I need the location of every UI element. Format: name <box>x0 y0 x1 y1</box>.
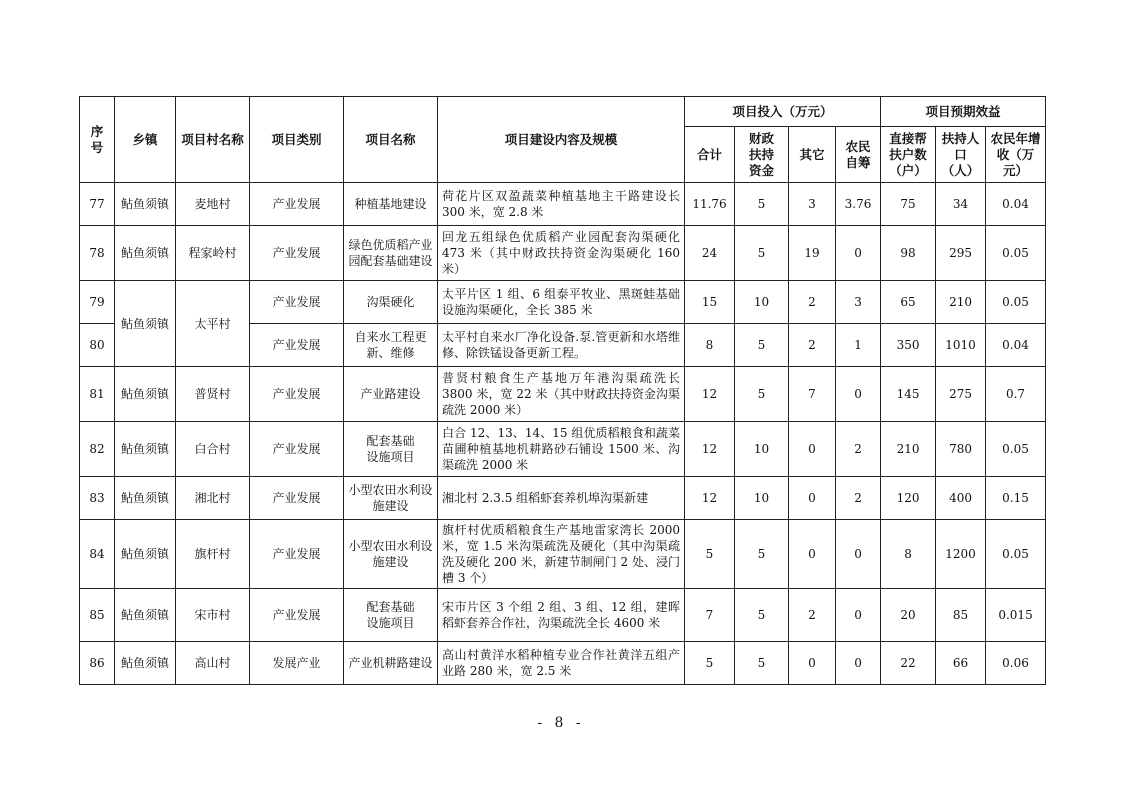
cell-fiscal: 5 <box>735 367 789 422</box>
cell-income: 0.05 <box>986 281 1046 324</box>
cell-content: 回龙五组绿色优质稻产业园配套沟渠硬化 473 米（其中财政扶持资金沟渠硬化 160 米） <box>438 226 685 281</box>
cell-people: 295 <box>936 226 986 281</box>
cell-other: 7 <box>789 367 836 422</box>
cell-village: 宋市村 <box>176 589 250 642</box>
cell-content: 荷花片区双盈蔬菜种植基地主干路建设长 300 米，宽 2.8 米 <box>438 183 685 226</box>
col-fiscal-header: 财政扶持资金 <box>735 127 789 183</box>
table-row <box>80 589 1046 642</box>
cell-people: 780 <box>936 422 986 477</box>
cell-category: 产业发展 <box>250 324 344 367</box>
cell-town: 鲇鱼须镇 <box>115 589 176 642</box>
cell-other: 3 <box>789 183 836 226</box>
cell-town: 鲇鱼须镇 <box>115 226 176 281</box>
table-row <box>80 226 1046 281</box>
cell-fiscal: 5 <box>735 589 789 642</box>
cell-name: 产业路建设 <box>344 367 438 422</box>
cell-households: 22 <box>881 642 936 685</box>
cell-other: 0 <box>789 520 836 589</box>
page-number: - 8 - <box>537 715 585 731</box>
project-table <box>79 96 1046 685</box>
cell-content: 宋市片区 3 个组 2 组、3 组、12 组，建晖稻虾套养合作社，沟渠疏洗全长 4600 米 <box>438 589 685 642</box>
cell-town: 鲇鱼须镇 <box>115 642 176 685</box>
cell-farmer: 3.76 <box>836 183 881 226</box>
cell-total: 24 <box>685 226 735 281</box>
cell-town: 鲇鱼须镇 <box>115 520 176 589</box>
cell-other: 0 <box>789 642 836 685</box>
cell-farmer: 0 <box>836 367 881 422</box>
cell-farmer: 0 <box>836 642 881 685</box>
cell-total: 5 <box>685 642 735 685</box>
cell-name: 小型农田水利设施建设 <box>344 520 438 589</box>
cell-total: 8 <box>685 324 735 367</box>
table-row <box>80 367 1046 422</box>
cell-income: 0.04 <box>986 183 1046 226</box>
cell-households: 145 <box>881 367 936 422</box>
cell-seq: 82 <box>80 422 115 477</box>
cell-content: 普贤村粮食生产基地万年港沟渠疏洗长 3800 米，宽 22 米（其中财政扶持资金沟渠疏洗 2000 米） <box>438 367 685 422</box>
table-row <box>80 422 1046 477</box>
cell-people: 1200 <box>936 520 986 589</box>
cell-income: 0.05 <box>986 226 1046 281</box>
col-total-header: 合计 <box>685 127 735 183</box>
cell-households: 20 <box>881 589 936 642</box>
cell-category: 产业发展 <box>250 589 344 642</box>
cell-content: 高山村黄洋水稻种植专业合作社黄洋五组产业路 280 米，宽 2.5 米 <box>438 642 685 685</box>
cell-seq: 78 <box>80 226 115 281</box>
cell-people: 210 <box>936 281 986 324</box>
cell-income: 0.15 <box>986 477 1046 520</box>
cell-town: 鲇鱼须镇 <box>115 281 176 367</box>
cell-name: 沟渠硬化 <box>344 281 438 324</box>
cell-name: 种植基地建设 <box>344 183 438 226</box>
col-seq-header: 序号 <box>80 97 115 183</box>
investment-group-header: 项目投入（万元） <box>685 97 881 127</box>
cell-village: 太平村 <box>176 281 250 367</box>
cell-seq: 85 <box>80 589 115 642</box>
col-content-header: 项目建设内容及规模 <box>438 97 685 183</box>
cell-seq: 83 <box>80 477 115 520</box>
cell-farmer: 0 <box>836 520 881 589</box>
table-row <box>80 477 1046 520</box>
cell-name: 绿色优质稻产业园配套基础建设 <box>344 226 438 281</box>
cell-village: 旗杆村 <box>176 520 250 589</box>
table-row <box>80 520 1046 589</box>
cell-town: 鲇鱼须镇 <box>115 367 176 422</box>
cell-category: 产业发展 <box>250 367 344 422</box>
cell-farmer: 1 <box>836 324 881 367</box>
col-income-header: 农民年增收（万元） <box>986 127 1046 183</box>
cell-seq: 84 <box>80 520 115 589</box>
cell-income: 0.05 <box>986 520 1046 589</box>
cell-households: 210 <box>881 422 936 477</box>
cell-income: 0.04 <box>986 324 1046 367</box>
cell-category: 发展产业 <box>250 642 344 685</box>
cell-total: 12 <box>685 367 735 422</box>
cell-fiscal: 10 <box>735 477 789 520</box>
col-other-header: 其它 <box>789 127 836 183</box>
cell-other: 2 <box>789 281 836 324</box>
cell-income: 0.7 <box>986 367 1046 422</box>
cell-village: 湘北村 <box>176 477 250 520</box>
cell-people: 1010 <box>936 324 986 367</box>
cell-seq: 86 <box>80 642 115 685</box>
table-row <box>80 642 1046 685</box>
col-village-header: 项目村名称 <box>176 97 250 183</box>
cell-people: 400 <box>936 477 986 520</box>
cell-other: 0 <box>789 477 836 520</box>
cell-category: 产业发展 <box>250 226 344 281</box>
cell-content: 太平片区 1 组、6 组泰平牧业、黑斑蛙基础设施沟渠硬化，全长 385 米 <box>438 281 685 324</box>
cell-name: 小型农田水利设施建设 <box>344 477 438 520</box>
cell-town: 鲇鱼须镇 <box>115 422 176 477</box>
cell-name: 自来水工程更新、维修 <box>344 324 438 367</box>
col-town-header: 乡镇 <box>115 97 176 183</box>
cell-seq: 79 <box>80 281 115 324</box>
col-name-header: 项目名称 <box>344 97 438 183</box>
cell-other: 2 <box>789 589 836 642</box>
cell-content: 湘北村 2.3.5 组稻虾套养机埠沟渠新建 <box>438 477 685 520</box>
cell-fiscal: 5 <box>735 642 789 685</box>
cell-fiscal: 5 <box>735 520 789 589</box>
cell-people: 85 <box>936 589 986 642</box>
cell-other: 2 <box>789 324 836 367</box>
col-category-header: 项目类别 <box>250 97 344 183</box>
cell-households: 75 <box>881 183 936 226</box>
cell-households: 120 <box>881 477 936 520</box>
cell-total: 11.76 <box>685 183 735 226</box>
cell-category: 产业发展 <box>250 477 344 520</box>
cell-people: 66 <box>936 642 986 685</box>
cell-total: 12 <box>685 422 735 477</box>
cell-households: 65 <box>881 281 936 324</box>
cell-other: 0 <box>789 422 836 477</box>
cell-name: 产业机耕路建设 <box>344 642 438 685</box>
cell-income: 0.05 <box>986 422 1046 477</box>
cell-households: 8 <box>881 520 936 589</box>
cell-farmer: 0 <box>836 589 881 642</box>
table-row <box>80 281 1046 324</box>
cell-farmer: 3 <box>836 281 881 324</box>
col-farmer-header: 农民自筹 <box>836 127 881 183</box>
cell-total: 12 <box>685 477 735 520</box>
cell-name: 配套基础设施项目 <box>344 422 438 477</box>
col-households-header: 直接帮扶户数（户） <box>881 127 936 183</box>
cell-village: 麦地村 <box>176 183 250 226</box>
cell-category: 产业发展 <box>250 520 344 589</box>
cell-people: 34 <box>936 183 986 226</box>
cell-fiscal: 10 <box>735 422 789 477</box>
table-row <box>80 183 1046 226</box>
cell-other: 19 <box>789 226 836 281</box>
cell-total: 15 <box>685 281 735 324</box>
cell-category: 产业发展 <box>250 281 344 324</box>
cell-village: 普贤村 <box>176 367 250 422</box>
cell-seq: 80 <box>80 324 115 367</box>
cell-households: 98 <box>881 226 936 281</box>
cell-content: 太平村自来水厂净化设备.泵.管更新和水塔维修、除铁锰设备更新工程。 <box>438 324 685 367</box>
cell-content: 旗杆村优质稻粮食生产基地雷家湾长 2000 米，宽 1.5 米沟渠疏洗及硬化（其中沟渠疏洗及硬化 200 米，新建节制闸门 2 处、浸门槽 3 个） <box>438 520 685 589</box>
cell-village: 高山村 <box>176 642 250 685</box>
cell-village: 程家岭村 <box>176 226 250 281</box>
benefit-group-header: 项目预期效益 <box>881 97 1046 127</box>
cell-content: 白合 12、13、14、15 组优质稻粮食和蔬菜苗圃种植基地机耕路砂石铺设 1500 米、沟渠疏洗 2000 米 <box>438 422 685 477</box>
cell-households: 350 <box>881 324 936 367</box>
cell-income: 0.015 <box>986 589 1046 642</box>
cell-total: 7 <box>685 589 735 642</box>
cell-seq: 81 <box>80 367 115 422</box>
cell-town: 鲇鱼须镇 <box>115 477 176 520</box>
cell-category: 产业发展 <box>250 422 344 477</box>
cell-town: 鲇鱼须镇 <box>115 183 176 226</box>
cell-fiscal: 5 <box>735 324 789 367</box>
cell-total: 5 <box>685 520 735 589</box>
cell-village: 白合村 <box>176 422 250 477</box>
cell-name: 配套基础设施项目 <box>344 589 438 642</box>
cell-farmer: 2 <box>836 477 881 520</box>
cell-fiscal: 10 <box>735 281 789 324</box>
cell-income: 0.06 <box>986 642 1046 685</box>
header-row-1 <box>80 97 1046 127</box>
cell-fiscal: 5 <box>735 183 789 226</box>
cell-fiscal: 5 <box>735 226 789 281</box>
col-people-header: 扶持人口（人） <box>936 127 986 183</box>
cell-category: 产业发展 <box>250 183 344 226</box>
cell-farmer: 0 <box>836 226 881 281</box>
cell-seq: 77 <box>80 183 115 226</box>
cell-farmer: 2 <box>836 422 881 477</box>
cell-people: 275 <box>936 367 986 422</box>
